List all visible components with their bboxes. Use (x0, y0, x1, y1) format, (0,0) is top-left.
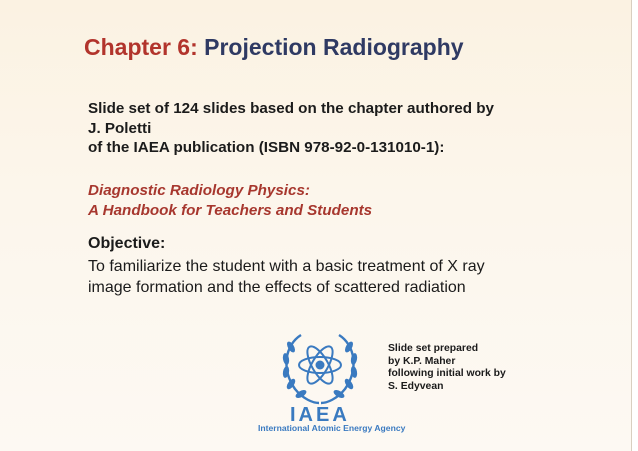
intro-line: Slide set of 124 slides based on the chapter authored by (88, 100, 494, 117)
slide-title (84, 34, 464, 61)
chapter-name: Projection Radiography (204, 34, 464, 60)
objective-text (88, 256, 485, 298)
credits-line: S. Edyvean (388, 380, 444, 392)
book-title-line: Diagnostic Radiology Physics: (88, 182, 310, 199)
chapter-number: Chapter 6: (84, 34, 198, 60)
credits-text (388, 343, 506, 393)
iaea-name: IAEA (290, 404, 350, 426)
intro-text (88, 99, 494, 158)
book-title (88, 181, 372, 221)
iaea-atom-emblem-icon (275, 327, 365, 407)
objective-heading: Objective: (88, 235, 166, 252)
intro-line: of the IAEA publication (ISBN 978-92-0-131010-1): (88, 139, 445, 156)
credits-line: by K.P. Maher (388, 355, 456, 367)
objective-line: image formation and the effects of scattered radiation (88, 279, 466, 296)
iaea-subtitle: International Atomic Energy Agency (258, 423, 406, 433)
credits-line: following initial work by (388, 368, 506, 379)
credits-line: Slide set prepared (388, 343, 479, 354)
book-title-line: A Handbook for Teachers and Students (88, 202, 373, 219)
intro-line: J. Poletti (88, 119, 152, 137)
objective-line: To familiarize the student with a basic treatment of X ray (88, 258, 485, 275)
